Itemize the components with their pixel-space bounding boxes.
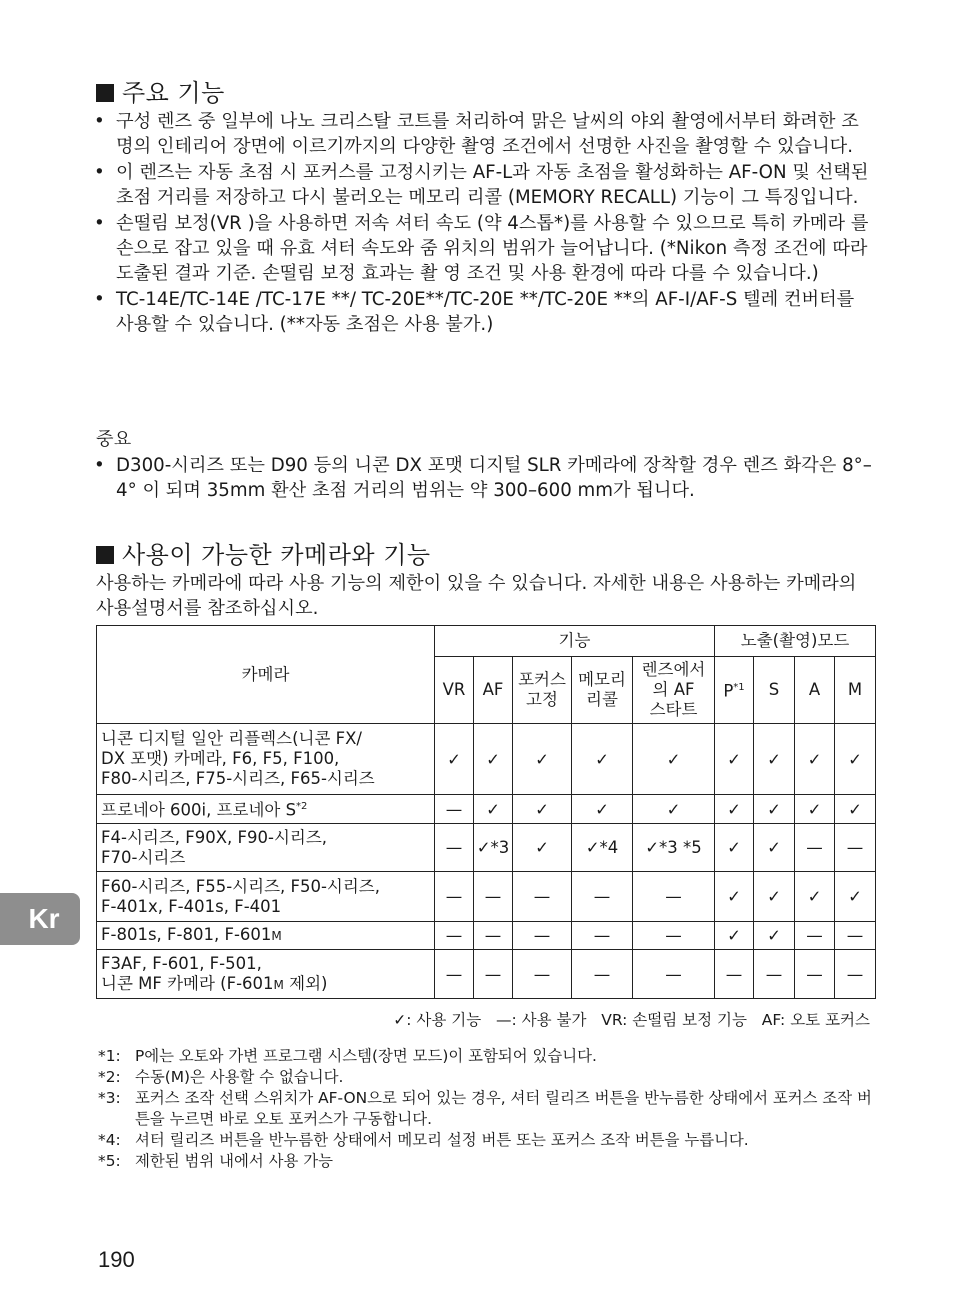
square-bullet-icon bbox=[96, 84, 114, 102]
table-cell: — bbox=[572, 950, 633, 999]
exposure-header: 노출(촬영)모드 bbox=[715, 626, 876, 657]
table-cell: — bbox=[513, 872, 572, 922]
camera-name: F3AF, F-601, F-501, 니콘 MF 카메라 (F-601M 제외) bbox=[97, 950, 435, 999]
table-cell: ✓ bbox=[795, 872, 835, 922]
section-title-main-features: 주요 기능 bbox=[96, 78, 225, 108]
section-title-compatible-cameras: 사용이 가능한 카메라와 기능 bbox=[96, 540, 431, 570]
table-cell: ✓*4 bbox=[572, 824, 633, 872]
features-list bbox=[94, 109, 874, 338]
table-cell: — bbox=[513, 922, 572, 950]
camera-name: F4-시리즈, F90X, F90-시리즈, F70-시리즈 bbox=[97, 824, 435, 872]
table-legend: ✓: 사용 기능 —: 사용 불가 VR: 손떨림 보정 기능 AF: 오토 포커스 bbox=[393, 1011, 870, 1029]
table-cell: ✓ bbox=[754, 824, 795, 872]
table-cell: ✓ bbox=[754, 922, 795, 950]
table-cell: ✓ bbox=[715, 724, 754, 795]
table-cell: ✓ bbox=[715, 922, 754, 950]
table-cell: — bbox=[572, 922, 633, 950]
camera-name: 니콘 디지털 일안 리플렉스(니콘 FX/ DX 포맷) 카메라, F6, F5, F100, F80-시리즈, F75-시리즈, F65-시리즈 bbox=[97, 724, 435, 795]
footnote: *4: 셔터 릴리즈 버튼을 반누름한 상태에서 메모리 설정 버튼 또는 포커스 조작 버튼을 누릅니다. bbox=[98, 1131, 749, 1149]
table-cell: ✓*3 *5 bbox=[633, 824, 715, 872]
col-focus-lock: 포커스 고정 bbox=[513, 657, 572, 724]
footnote: *1: P에는 오토와 가변 프로그램 시스템(장면 모드)이 포함되어 있습니다. bbox=[98, 1047, 597, 1065]
table-cell: — bbox=[835, 950, 876, 999]
table-cell: ✓ bbox=[435, 724, 474, 795]
camera-compatibility-table bbox=[96, 625, 876, 999]
table-row bbox=[97, 724, 876, 795]
table-cell: ✓ bbox=[715, 872, 754, 922]
table-cell: — bbox=[435, 824, 474, 872]
camera-name: 프로네아 600i, 프로네아 $S^{*2}$ bbox=[97, 795, 435, 824]
table-cell: ✓ bbox=[513, 824, 572, 872]
table-cell: — bbox=[633, 872, 715, 922]
table-row bbox=[97, 824, 876, 872]
table-cell: ✓ bbox=[795, 724, 835, 795]
table-cell: ✓ bbox=[474, 724, 513, 795]
table-cell: — bbox=[435, 795, 474, 824]
section-intro: 사용하는 카메라에 따라 사용 기능의 제한이 있을 수 있습니다. 자세한 내용은 사용하는 카메라의 사용설명서를 참조하십시오. bbox=[96, 573, 857, 620]
important-list bbox=[94, 453, 874, 504]
list-item: • 손떨림 보정(VR )을 사용하면 저속 셔터 속도 (약 4스톱*)를 사용할 수 있으므로 특히 카메라 를 손으로 잡고 있을 때 유효 셔터 속도와 줌 위치의 범위가 늘어납니다. (*Nikon 측정 조건에 따라 도출된 결과 기준. 손떨림 보정 효과는 촬 영 조건 및 사용 환경에 따라 다를 수 있습니다.) bbox=[94, 211, 874, 287]
col-m: M bbox=[835, 657, 876, 724]
table-row bbox=[97, 950, 876, 999]
col-vr: VR bbox=[435, 657, 474, 724]
table-cell: — bbox=[572, 872, 633, 922]
table-cell: ✓ bbox=[513, 724, 572, 795]
table-cell: — bbox=[835, 824, 876, 872]
table-cell: — bbox=[435, 872, 474, 922]
table-cell: — bbox=[835, 922, 876, 950]
table-cell: ✓ bbox=[795, 795, 835, 824]
square-bullet-icon bbox=[96, 546, 114, 564]
function-header: 기능 bbox=[435, 626, 715, 657]
col-lens-af-start: 렌즈에서 의 AF 스타트 bbox=[633, 657, 715, 724]
table-row bbox=[97, 922, 876, 950]
footnote: *3: 포커스 조작 선택 스위치가 AF-ON으로 되어 있는 경우, 셔터 릴리즈 버튼을 반누름한 상태에서 포커스 조작 버튼을 누르면 바로 오토 포커스가 구동합니다. bbox=[98, 1089, 872, 1128]
camera-header: 카메라 bbox=[97, 626, 435, 724]
page-number: 190 bbox=[98, 1247, 135, 1272]
col-p: $P^{*1}$ bbox=[715, 657, 754, 724]
table-cell: ✓ bbox=[835, 872, 876, 922]
table-cell: — bbox=[474, 922, 513, 950]
col-memory-recall: 메모리 리콜 bbox=[572, 657, 633, 724]
table-cell: ✓ bbox=[715, 824, 754, 872]
table-cell: — bbox=[795, 922, 835, 950]
table-cell: ✓ bbox=[754, 724, 795, 795]
important-label: 중요 bbox=[96, 429, 132, 450]
table-cell: ✓ bbox=[754, 795, 795, 824]
list-item: • TC-14E/TC-14E /TC-17E **/ TC-20E**/TC-20E **/TC-20E **의 AF-I/AF-S 텔레 컨버터를 사용할 수 있습니다. (**자동 초점은 사용 불가.) bbox=[94, 287, 874, 338]
table-cell: — bbox=[715, 950, 754, 999]
table-cell: — bbox=[633, 950, 715, 999]
list-item: • 구성 렌즈 중 일부에 나노 크리스탈 코트를 처리하여 맑은 날씨의 야외 촬영에서부터 화려한 조명의 인테리어 장면에 이르기까지의 다양한 촬영 조건에서 선명한 사진을 촬영할 수 있습니다. bbox=[94, 109, 874, 160]
table-cell: — bbox=[754, 950, 795, 999]
list-item: • 이 렌즈는 자동 초점 시 포커스를 고정시키는 AF-L과 자동 초점을 활성화하는 AF-ON 및 선택된 초점 거리를 저장하고 다시 불러오는 메모리 리콜 (MEMORY RECALL) 기능이 그 특징입니다. bbox=[94, 160, 874, 211]
table-cell: — bbox=[795, 824, 835, 872]
table-cell: — bbox=[474, 872, 513, 922]
table-cell: — bbox=[633, 922, 715, 950]
table-cell: ✓*3 bbox=[474, 824, 513, 872]
table-cell: ✓ bbox=[513, 795, 572, 824]
table-cell: — bbox=[795, 950, 835, 999]
list-item: • D300-시리즈 또는 D90 등의 니콘 DX 포맷 디지털 SLR 카메라에 장착할 경우 렌즈 화각은 8°–4° 이 되며 35mm 환산 초점 거리의 범위는 약 300–600 mm가 됩니다. bbox=[94, 453, 874, 504]
table-cell: ✓ bbox=[754, 872, 795, 922]
table-cell: — bbox=[435, 950, 474, 999]
table-cell: ✓ bbox=[572, 724, 633, 795]
table-row bbox=[97, 795, 876, 824]
table-cell: ✓ bbox=[633, 795, 715, 824]
table-cell: ✓ bbox=[572, 795, 633, 824]
camera-name: F-801s, F-801, F-601M bbox=[97, 922, 435, 950]
camera-name: F60-시리즈, F55-시리즈, F50-시리즈, F-401x, F-401s, F-401 bbox=[97, 872, 435, 922]
footnote: *5: 제한된 범위 내에서 사용 가능 bbox=[98, 1152, 333, 1170]
col-s: S bbox=[754, 657, 795, 724]
footnotes bbox=[98, 1046, 874, 1172]
table-cell: ✓ bbox=[835, 795, 876, 824]
col-af: AF bbox=[474, 657, 513, 724]
table-cell: ✓ bbox=[633, 724, 715, 795]
table-row bbox=[97, 872, 876, 922]
table-cell: ✓ bbox=[715, 795, 754, 824]
table-cell: ✓ bbox=[474, 795, 513, 824]
table-cell: — bbox=[513, 950, 572, 999]
col-a: A bbox=[795, 657, 835, 724]
footnote: *2: 수동(M)은 사용할 수 없습니다. bbox=[98, 1068, 344, 1086]
table-cell: — bbox=[435, 922, 474, 950]
table-cell: ✓ bbox=[835, 724, 876, 795]
table-cell: — bbox=[474, 950, 513, 999]
language-tab-kr: Kr bbox=[0, 893, 80, 945]
